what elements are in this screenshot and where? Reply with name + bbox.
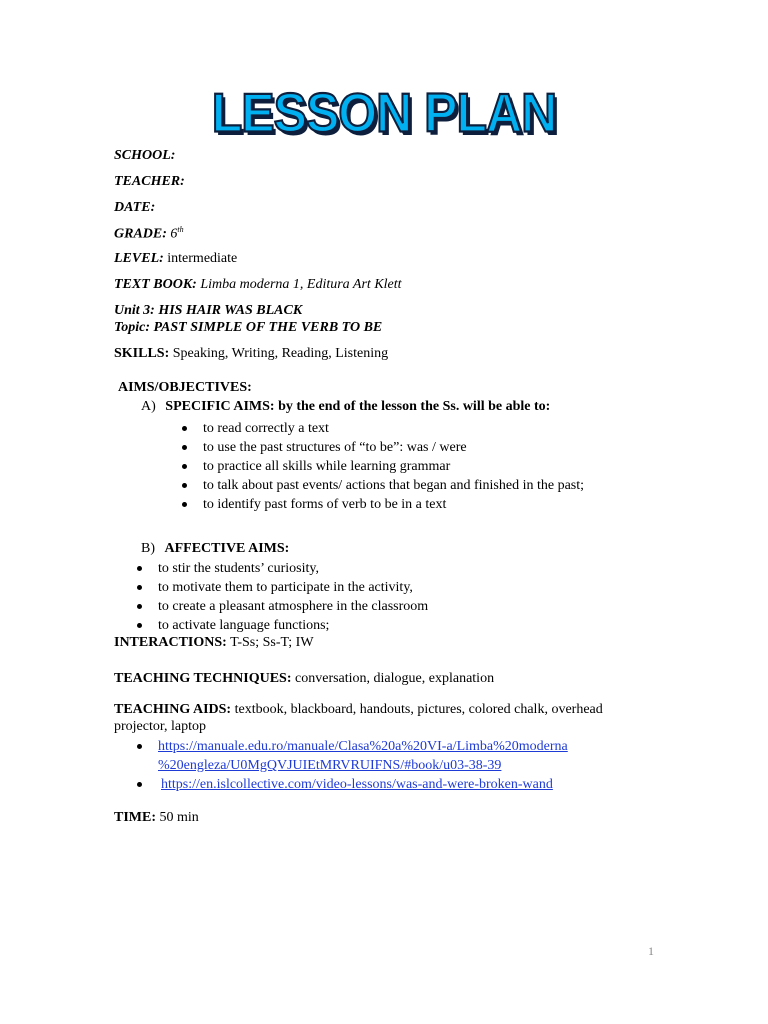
level-row: [114, 251, 237, 267]
unit-row: [114, 303, 302, 319]
interactions-label: INTERACTIONS:: [114, 635, 227, 650]
resource-links-list: [158, 737, 568, 794]
teacher-row: [114, 174, 185, 190]
topic-label: Topic:: [114, 320, 151, 335]
list-item: [158, 737, 568, 775]
list-item: to activate language functions;: [158, 616, 428, 635]
manuale-link-line2[interactable]: %20engleza/U0MgQVJUIEtMRVRUIFNS/#book/u03-38-39: [158, 758, 502, 773]
date-label: DATE:: [114, 200, 156, 215]
interactions-value: T-Ss; Ss-T; IW: [230, 635, 314, 650]
grade-row: [114, 225, 184, 243]
aims-heading: AIMS/OBJECTIVES:: [118, 380, 252, 395]
level-value: intermediate: [167, 251, 238, 266]
school-row: [114, 148, 175, 164]
list-item: to motivate them to participate in the activity,: [158, 578, 428, 597]
specific-aims-list: [203, 419, 584, 514]
aids-value-line2: projector, laptop: [114, 719, 206, 734]
list-item: to stir the students’ curiosity,: [158, 559, 428, 578]
school-label: SCHOOL:: [114, 148, 176, 163]
manuale-link[interactable]: [158, 737, 568, 775]
specific-aims-marker: A): [141, 399, 156, 414]
list-item: to create a pleasant atmosphere in the classroom: [158, 599, 429, 614]
specific-aims-heading: SPECIFIC AIMS: by the end of the lesson the Ss. will be able to:: [165, 399, 551, 414]
techniques-row: [114, 671, 494, 687]
textbook-row: [114, 277, 402, 293]
aids-label: TEACHING AIDS:: [114, 702, 232, 717]
list-item: [158, 775, 568, 794]
grade-sup: th: [177, 225, 184, 234]
techniques-value: conversation, dialogue, explanation: [295, 671, 495, 686]
list-item: to talk about past events/ actions that began and finished in the past;: [203, 478, 585, 493]
skills-row: [114, 346, 388, 362]
level-label: LEVEL:: [114, 251, 164, 266]
manuale-link-line1[interactable]: https://manuale.edu.ro/manuale/Clasa%20a%20VI-a/Limba%20moderna: [158, 739, 568, 754]
aims-heading-row: [118, 380, 252, 396]
techniques-label: TEACHING TECHNIQUES:: [114, 671, 292, 686]
skills-label: SKILLS:: [114, 346, 170, 361]
affective-aims-list: [158, 559, 428, 635]
specific-aims-heading-row: [141, 399, 550, 415]
list-item: to read correctly a text: [203, 419, 584, 438]
time-row: [114, 810, 199, 826]
list-item: to use the past structures of “to be”: was / were: [203, 438, 584, 457]
grade-value: 6: [170, 226, 178, 242]
aids-row: [114, 702, 603, 718]
page-title: LESSON PLAN: [211, 82, 557, 144]
time-value: 50 min: [159, 810, 199, 825]
affective-aims-heading-row: [141, 541, 289, 557]
skills-value: Speaking, Writing, Reading, Listening: [172, 346, 389, 361]
list-item: to practice all skills while learning grammar: [203, 457, 584, 476]
list-item: to identify past forms of verb to be in a text: [203, 495, 584, 514]
unit-text: Unit 3: HIS HAIR WAS BLACK: [114, 303, 303, 318]
textbook-value: Limba moderna 1, Editura Art Klett: [200, 277, 402, 292]
date-row: [114, 200, 155, 216]
interactions-row: [114, 635, 314, 651]
aids-row-continued: [114, 719, 206, 735]
aids-value-line1: textbook, blackboard, handouts, pictures, colored chalk, overhead: [234, 702, 603, 717]
teacher-label: TEACHER:: [114, 174, 185, 189]
affective-aims-marker: B): [141, 541, 155, 556]
topic-row: [114, 320, 382, 336]
topic-value: PAST SIMPLE OF THE VERB TO BE: [153, 320, 383, 335]
title-block: [0, 84, 768, 142]
grade-label: GRADE:: [114, 226, 167, 242]
textbook-label: TEXT BOOK:: [114, 277, 197, 292]
page-number: 1: [648, 944, 654, 958]
affective-aims-heading: AFFECTIVE AIMS:: [164, 541, 290, 556]
islcollective-link[interactable]: https://en.islcollective.com/video-lessons/was-and-were-broken-wand: [161, 777, 553, 792]
time-label: TIME:: [114, 810, 156, 825]
